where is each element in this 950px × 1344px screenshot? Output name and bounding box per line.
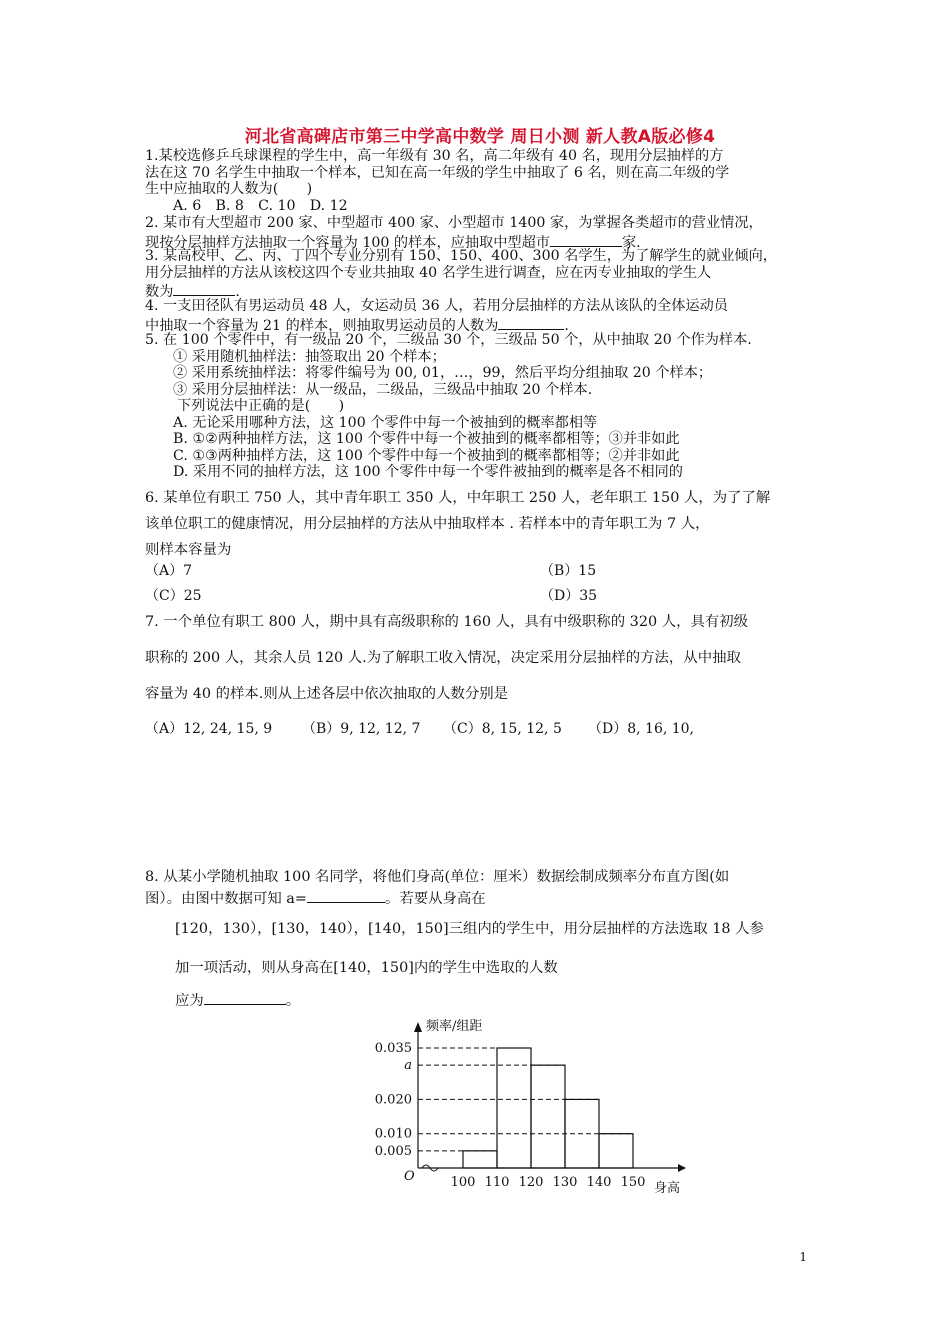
y-tick-label: 0.005 xyxy=(374,1143,412,1159)
q5-method-3: ③ 采用分层抽样法：从一级品，二级品，三级品中抽取 20 个样本. xyxy=(173,381,593,398)
q7-line3: 容量为 40 的样本.则从上述各层中依次抽取的人数分别是 xyxy=(145,686,509,702)
question-3 xyxy=(145,248,825,301)
histogram-bar xyxy=(531,1065,565,1168)
q8-line2 xyxy=(145,888,825,910)
q5-option-a: A. 无论采用哪种方法，这 100 个零件中每一个被抽到的概率都相等 xyxy=(173,414,598,431)
frequency-histogram xyxy=(360,1018,690,1196)
x-axis-arrow xyxy=(678,1164,686,1172)
q8-line2-text: 图）。由图中数据可知 a= xyxy=(145,891,307,907)
q1-line2: 法在这 70 名学生中抽取一个样本，已知在高一年级的学生中抽取了 6 名，则在高二年级的学 xyxy=(145,164,730,181)
q1-line1: 1.某校选修乒乓球课程的学生中，高一年级有 30 名，高二年级有 40 名，现用分层抽样的方 xyxy=(145,148,724,164)
x-axis-label: 身高 xyxy=(654,1181,681,1196)
y-tick-label: 0.010 xyxy=(374,1126,412,1142)
histogram-bar xyxy=(463,1151,497,1168)
question-7 xyxy=(145,604,825,712)
x-tick-label: 130 xyxy=(552,1175,578,1190)
question-6 xyxy=(145,485,825,563)
q5-method-2: ② 采用系统抽样法：将零件编号为 00, 01，…，99，然后平均分组抽取 20 个样本； xyxy=(173,365,713,381)
q6-option-b: （B）15 xyxy=(540,563,597,579)
q3-line1: 3. 某高校甲、乙、丙、丁四个专业分别有 150、150、400、300 名学生，为了解学生的就业倾向， xyxy=(145,248,777,264)
q5-method-1: ① 采用随机抽样法：抽签取出 20 个样本； xyxy=(173,348,446,365)
q7-line2: 职称的 200 人，其余人员 120 人.为了解职工收入情况，决定采用分层抽样的方法，从中抽取 xyxy=(145,650,741,666)
q6-line2: 该单位职工的健康情况，用分层抽样的方法从中抽取样本 . 若样本中的青年职工为 7 人， xyxy=(145,516,710,532)
q6-option-d: （D）35 xyxy=(540,588,598,604)
q7-line1: 7. 一个单位有职工 800 人，期中具有高级职称的 160 人，具有中级职称的 320 人，具有初级 xyxy=(145,614,749,630)
q7-option-a: （A）12, 24, 15, 9 xyxy=(145,721,273,737)
q8-line5 xyxy=(175,989,300,1010)
q3-answer-blank xyxy=(173,281,235,296)
q8-answer-blank xyxy=(204,990,286,1005)
histogram-layer xyxy=(375,1018,686,1196)
q8-line4: 加一项活动，则从身高在[140，150]内的学生中选取的人数 xyxy=(175,960,558,976)
question-2 xyxy=(145,215,825,251)
q4-line1: 4. 一支田径队有男运动员 48 人，女运动员 36 人，若用分层抽样的方法从该队的全体运动员 xyxy=(145,298,728,314)
q3-line3-end: . xyxy=(235,284,240,300)
question-8 xyxy=(145,866,825,910)
x-tick-label: 110 xyxy=(484,1175,510,1190)
page-number: 1 xyxy=(799,1250,807,1264)
x-tick-label: 100 xyxy=(450,1175,476,1190)
q8-line2-end: 。若要从身高在 xyxy=(384,891,486,907)
x-tick-label: 150 xyxy=(620,1175,646,1190)
y-tick-label: 0.035 xyxy=(374,1041,412,1056)
histogram-bar xyxy=(599,1134,633,1168)
question-1 xyxy=(145,148,825,214)
q2-answer-blank xyxy=(550,232,622,247)
q1-line3: 生中应抽取的人数为( ) xyxy=(145,181,313,197)
q8-line3: [120，130），[130，140），[140，150]三组内的学生中，用分层抽样的方法选取 18 人参 xyxy=(175,921,764,937)
question-4 xyxy=(145,298,825,334)
q4-line2-text: 中抽取一个容量为 21 的样本，则抽取男运动员的人数为 xyxy=(145,317,499,334)
q7-option-d: （D）8, 16, 10, xyxy=(588,721,695,737)
page-title: 河北省高碑店市第三中学高中数学 周日小测 新人教A版必修4 xyxy=(244,127,716,147)
q2-line2-end: 家. xyxy=(621,234,641,251)
q5-option-b: B. ①②两种抽样方法，这 100 个零件中每一个被抽到的概率都相等；③并非如此 xyxy=(173,431,680,447)
y-axis-label: 频率/组距 xyxy=(426,1019,483,1034)
q1-options: A. 6 B. 8 C. 10 D. 12 xyxy=(173,197,348,214)
q3-line2: 用分层抽样的方法从该校这四个专业共抽取 40 名学生进行调查，应在丙专业抽取的学生人 xyxy=(145,264,712,281)
x-tick-label: 140 xyxy=(586,1175,612,1190)
q6-line3: 则样本容量为 xyxy=(145,542,232,558)
x-tick-label: 120 xyxy=(518,1175,544,1190)
y-tick-label: a xyxy=(404,1058,412,1074)
q2-line1: 2. 某市有大型超市 200 家、中型超市 400 家、小型超市 1400 家，为掌握各类超市的营业情况， xyxy=(145,215,763,231)
q3-line3-text: 数为 xyxy=(145,284,174,300)
q5-option-c: C. ①③两种抽样方法，这 100 个零件中每一个被抽到的概率都相等；②并非如此 xyxy=(173,447,680,464)
q5-prompt: 下列说法中正确的是( ) xyxy=(177,398,345,414)
origin-label: O xyxy=(404,1169,415,1184)
q4-answer-blank xyxy=(498,315,564,330)
question-5 xyxy=(145,332,825,481)
q6-line1: 6. 某单位有职工 750 人，其中青年职工 350 人，中年职工 250 人，老年职工 150 人，为了了解 xyxy=(145,490,771,506)
q5-line1: 5. 在 100 个零件中，有一级品 20 个，二级品 30 个，三级品 50 个，从中抽取 20 个作为样本. xyxy=(145,332,752,348)
q8-a-blank xyxy=(307,888,385,903)
y-tick-label: 0.020 xyxy=(374,1092,412,1108)
q6-option-a: （A）7 xyxy=(145,563,193,579)
histogram-bar xyxy=(497,1048,531,1168)
q7-option-b: （B）9, 12, 12, 7 xyxy=(302,721,421,737)
q7-option-c: （C）8, 15, 12, 5 xyxy=(443,721,562,737)
q8-line5-end: 。 xyxy=(285,993,301,1009)
q8-line1: 8. 从某小学随机抽取 100 名同学，将他们身高(单位：厘米）数据绘制成频率分布直方图(如 xyxy=(145,869,730,885)
y-axis-arrow xyxy=(414,1022,422,1032)
q6-option-c: （C）25 xyxy=(145,588,202,604)
q2-line2-text: 现按分层抽样方法抽取一个容量为 100 的样本，应抽取中型超市 xyxy=(145,234,550,251)
q8-line5-text: 应为 xyxy=(175,993,204,1009)
q5-option-d: D. 采用不同的抽样方法，这 100 个零件中每一个零件被抽到的概率是各不相同的 xyxy=(173,464,683,480)
q4-line2-end: . xyxy=(564,317,569,334)
